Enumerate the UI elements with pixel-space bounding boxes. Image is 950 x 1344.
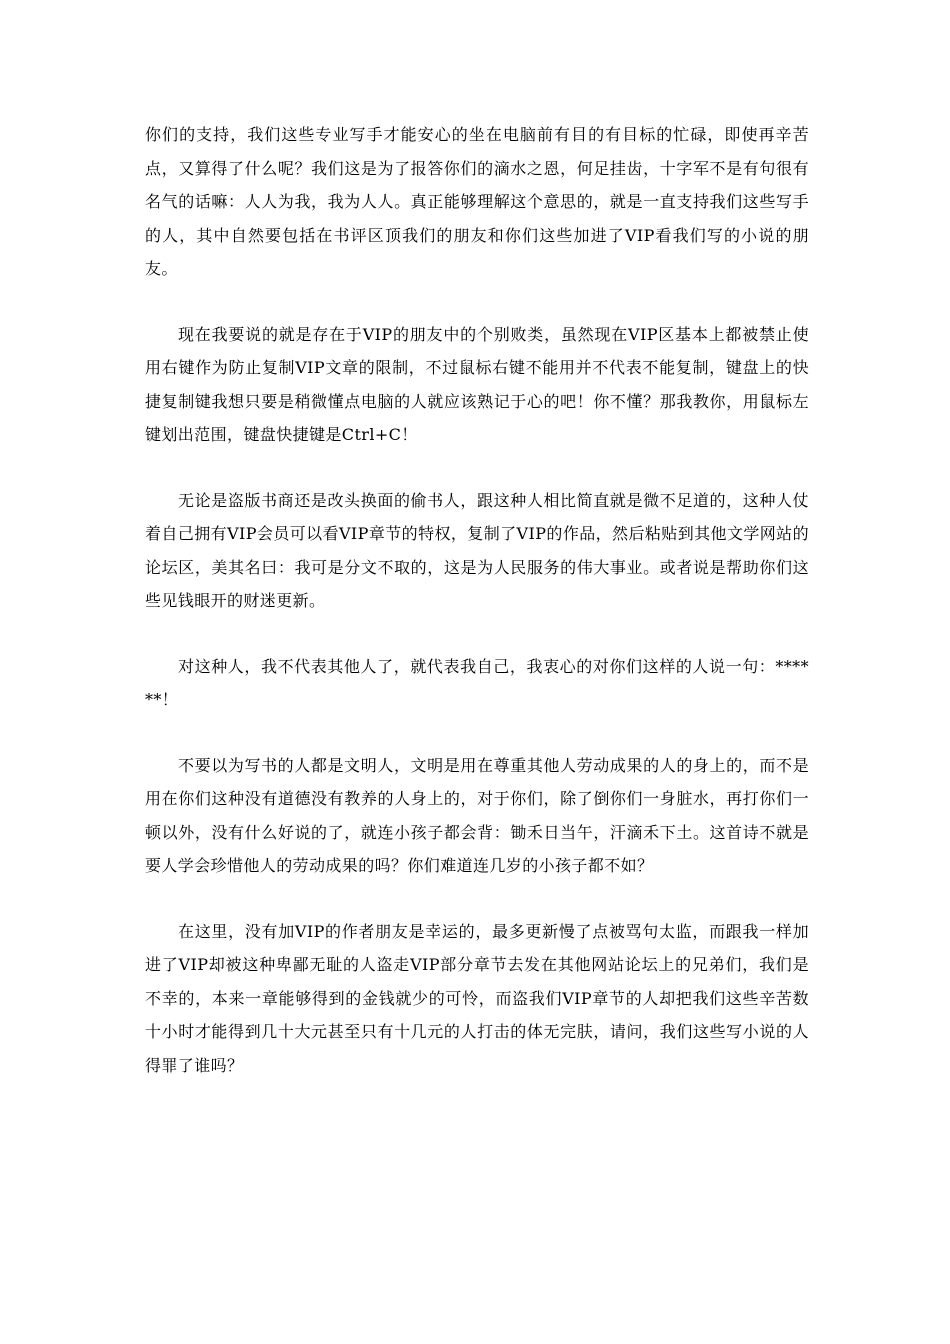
paragraph-4: 对这种人，我不代表其他人了，就代表我自己，我衷心的对你们这样的人说一句：******！ [145, 656, 809, 709]
paragraph-2: 现在我要说的就是存在于VIP的朋友中的个别败类，虽然现在VIP区基本上都被禁止使用右键作为防止复制VIP文章的限制，不过鼠标右键不能用并不代表不能复制，键盘上的快捷复制键我想只要是稍微懂点电脑的人就应该熟记于心的吧！你不懂？那我教你，用鼠标左键划出范围，键盘快捷键是Ctrl+C！ [145, 324, 809, 444]
paragraph-1: 你们的支持，我们这些专业写手才能安心的坐在电脑前有目的有目标的忙碌，即使再辛苦点，又算得了什么呢？我们这是为了报答你们的滴水之恩，何足挂齿，十字军不是有句很有名气的话嘛：人人为我，我为人人。真正能够理解这个意思的，就是一直支持我们这些写手的人，其中自然要包括在书评区顶我们的朋友和你们这些加进了VIP看我们写的小说的朋友。 [145, 125, 809, 278]
paragraph-3: 无论是盗版书商还是改头换面的偷书人，跟这种人相比简直就是微不足道的，这种人仗着自己拥有VIP会员可以看VIP章节的特权，复制了VIP的作品，然后粘贴到其他文学网站的论坛区，美其名曰：我可是分文不取的，这是为人民服务的伟大事业。或者说是帮助你们这些见钱眼开的财迷更新。 [145, 490, 809, 610]
paragraph-5: 不要以为写书的人都是文明人，文明是用在尊重其他人劳动成果的人的身上的，而不是用在你们这种没有道德没有教养的人身上的，对于你们，除了倒你们一身脏水，再打你们一顿以外，没有什么好说的了，就连小孩子都会背：锄禾日当午，汗滴禾下土。这首诗不就是要人学会珍惜他人的劳动成果的吗？你们难道连几岁的小孩子都不如？ [145, 755, 809, 875]
paragraph-6: 在这里，没有加VIP的作者朋友是幸运的，最多更新慢了点被骂句太监，而跟我一样加进了VIP却被这种卑鄙无耻的人盗走VIP部分章节去发在其他网站论坛上的兄弟们，我们是不幸的，本来一章能够得到的金钱就少的可怜，而盗我们VIP章节的人却把我们这些辛苦数十小时才能得到几十大元甚至只有十几元的人打击的体无完肤，请问，我们这些写小说的人得罪了谁吗？ [145, 921, 809, 1075]
document-body [145, 118, 809, 1114]
